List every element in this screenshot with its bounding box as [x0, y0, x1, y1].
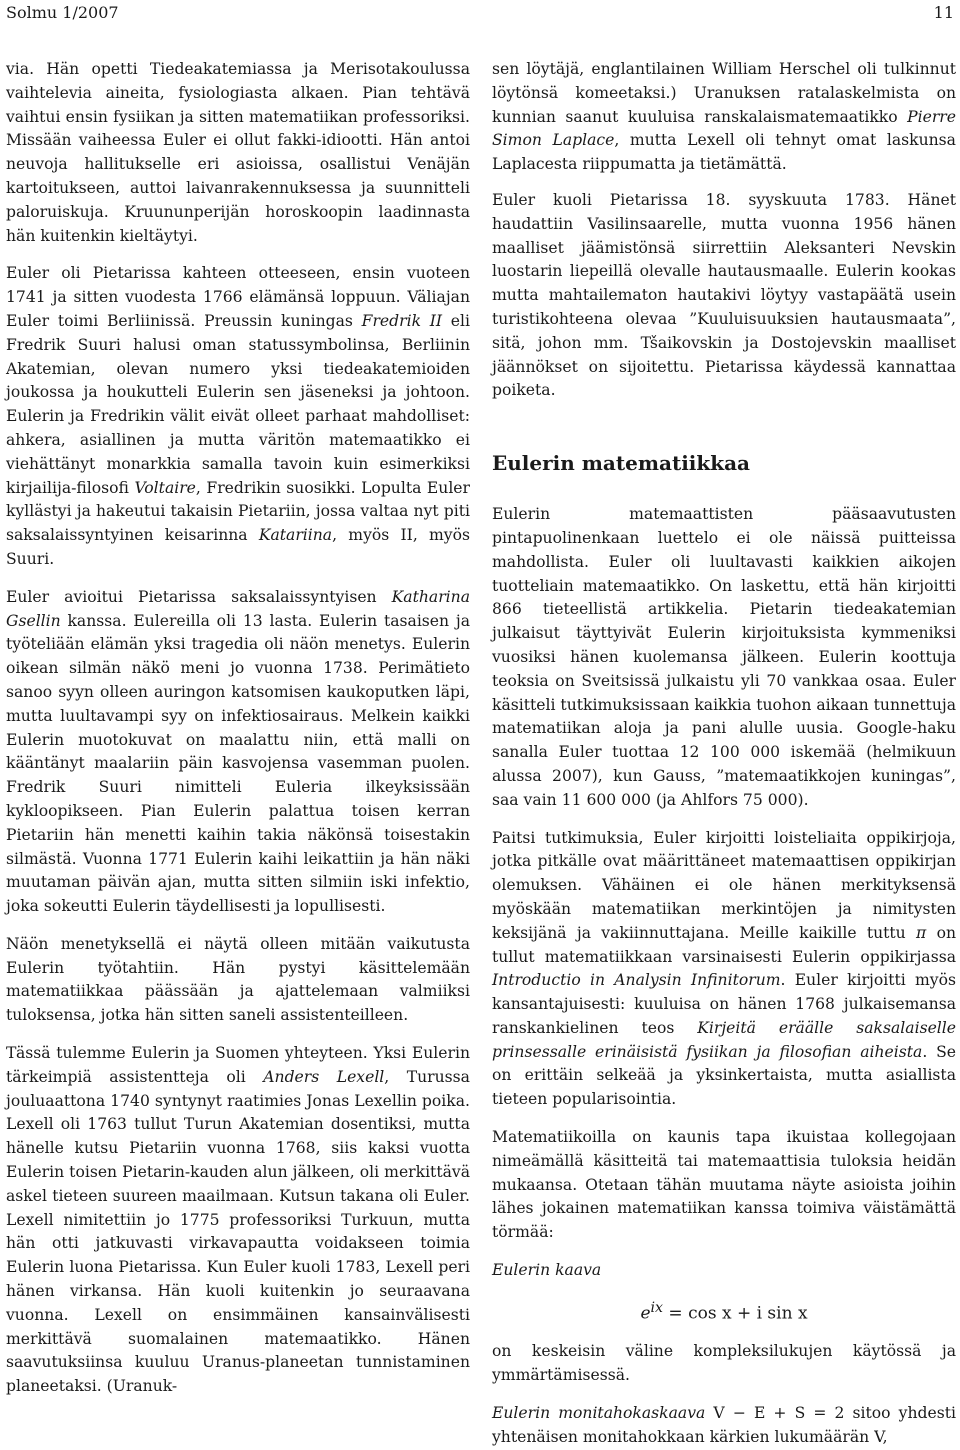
- text-run: , myös II, myös Suuri.: [6, 526, 470, 568]
- emphasis-laplace: Pierre Simon Laplace: [492, 107, 956, 150]
- text-run: Tässä tulemme Eulerin ja Suomen yhteyteen. Yksi Eulerin tärkeimpiä assistentteja oli: [6, 1044, 470, 1086]
- text-run: on tullut matematiikkaan varsinaisesti Eulerin oppikirjassa: [492, 923, 957, 966]
- text-run: Euler avioitui Pietarissa saksalaissyntyisen: [6, 587, 392, 606]
- text-run: , mutta Lexell oli tehnyt omat laskunsa Laplacesta riippumatta ja tietämättä.: [492, 131, 956, 174]
- paragraph: [492, 827, 956, 1113]
- formula-exponent: ix: [650, 1299, 664, 1316]
- left-column: [6, 58, 470, 1399]
- text-run: . Se on erittäin selkeää ja yksinkertaista, mutta asiallista tieteen popularisointia.: [492, 1042, 956, 1109]
- paragraph: [6, 586, 470, 919]
- text-run: Paitsi tutkimuksia, Euler kirjoitti loisteliaita oppikirjoja, jotka pitkälle ovat määrittäneet matemaattisen oppikirjan olemuksen. Vähäinen ei ole hänen merkityksensä myöskään matematiikan merkintöjen ja nimitysten keksijänä ja vakiinnuttajana. Meille kaikille tuttu: [492, 828, 956, 942]
- text-run: eli Fredrik Suuri halusi oman statussymbolinsa, Berliinin Akatemian, olevan numero yksi tiedeakatemioiden joukossa ja houkutteli Eulerin sen jäseneksi ja johtoon. Eulerin ja Fredrikin välit eivät olleet parhaat mahdolliset: ahkera, asiallinen ja mutta väritön matemaatikko ei viehättänyt monarkkia samalla tavoin kuin esimerkiksi kirjailija-filosofi: [6, 311, 470, 497]
- paragraph: [6, 262, 470, 571]
- paragraph: Näön menetyksellä ei näytä olleen mitään vaikutusta Eulerin työtahtiin. Hän pystyi käsittelemään matematiikkaa päässään ja ajattelemaan valmiiksi tuloksensa, jotka hän sitten saneli assistenteilleen.: [6, 934, 470, 1025]
- pi-symbol: π: [916, 923, 927, 942]
- paragraph: on keskeisin väline kompleksilukujen käytössä ja ymmärtämisessä.: [492, 1342, 956, 1385]
- emphasis-introductio: Introductio in Analysin Infinitorum: [492, 971, 781, 990]
- polyhedron-formula-label: Eulerin monitahokaskaava: [492, 1403, 706, 1422]
- paragraph: Euler kuoli Pietarissa 18. syyskuuta 1783. Hänet haudattiin Vasilinsaarelle, mutta vuonna 1956 hänen maalliset jäämistönsä siirrettiin Aleksanteri Nevskin luostarin liepeillä olevalle hautausmaalle. Eulerin kookas mutta mahtailematon hautakivi löytyy vastapäätä usein turistikohteena olevaa ”Kuuluisuuksien hautausmaata”, sitä, johon mm. Tšaikovskin ja Dostojevskin maalliset jäännökset on sijoitettu. Pietarissa käydessä kannattaa poiketa.: [492, 190, 956, 400]
- emphasis-fredrik: Fredrik II: [361, 311, 443, 330]
- eulers-formula: [492, 1297, 956, 1326]
- running-header: [0, 0, 960, 30]
- paragraph: Matematiikoilla on kaunis tapa ikuistaa kollegojaan nimeämällä käsitteitä tai matemaattisia tuloksia heidän mukaansa. Otetaan tähän muutama näyte asioista joihin lähes jokainen matematiikan kanssa toimiva väistämättä törmää:: [492, 1128, 956, 1242]
- text-run: , Turussa jouluaattona 1740 syntynyt raatimies Jonas Lexellin poika. Lexell oli 1763 tullut Turun Akatemian dosentiksi, mutta hänelle kutsu Pietariin vuonna 1768, siis kaksi vuotta Eulerin toisen Pietarin-kauden alun jälkeen, oli merkittävä askel tieteen suureen maailmaan. Kutsun takana oli Euler. Lexell nimitettiin jo 1775 professoriksi Turkuun, mutta hän otti jatkuvasti virkavapautta voidakseen toimia Eulerin luona Pietarissa. Kun Euler kuoli 1783, Lexell peri hänen virkansa. Hän kuoli kuitenkin jo seuraavana vuonna. Lexell on ensimmäinen kansainvälisesti merkittävä suomalainen matemaatikko. Hänen saavutuksiinsa kuuluu Uranus-planeetan tunnistaminen planeetaksi. (Uranuk-: [6, 1067, 470, 1396]
- emphasis-voltaire: Voltaire: [134, 478, 196, 497]
- text-run: . Euler kirjoitti myös kansantajuisesti: kuuluisa on hänen 1768 julkaisemansa ranskankielinen teos: [492, 971, 956, 1037]
- emphasis-katariina: Katariina: [258, 526, 333, 545]
- page-number: 11: [933, 3, 954, 22]
- eulers-formula-label: Eulerin kaava: [492, 1261, 602, 1280]
- right-column: [492, 58, 956, 1450]
- paragraph: [492, 58, 956, 177]
- emphasis-kirjeita: Kirjeitä eräälle saksalaiselle prinsessalle erinäisistä fysiikan ja filosofian aiheista: [492, 1018, 956, 1061]
- text-run: , Fredrikin suosikki. Lopulta Euler kyllästyi ja hakeutui takaisin Pietariin, jossa valtaa nyt piti saksalaissyntyinen keisarinna: [6, 478, 470, 545]
- text-run: kanssa. Eulereilla oli 13 lasta. Eulerin tasaisen ja työteliään elämän yksi tragedia oli näön menetys. Eulerin oikean silmän näkö meni jo vuonna 1738. Perimätieto sanoo syyn olleen auringon katsomisen kaukoputken läpi, mutta luultavampi syy on infektiosairaus. Melkein kaikki Eulerin muotokuvat on maalattu niin, että malli on kääntänyt maalariin päin kasvojensa vasemman puolen. Fredrik Suuri nimitteli Euleria ilkeyksissään kykloopikseen. Pian Eulerin palattua toisen kerran Pietariin hän menetti kaihin takia näkönsä toisestakin silmästä. Vuonna 1771 Eulerin kaihi leikattiin ja hän näki muutaman päivän ajan, mutta sitten silmiin iski infektio, joka sokeutti Eulerin täydellisesti ja lopullisesti.: [6, 611, 470, 916]
- paragraph: Eulerin matemaattisten pääsaavutusten pintapuolinenkaan luettelo ei ole näissä puitteissa mahdollista. Euler oli luultavasti kaikkien aikojen tuotteliain matemaatikko. On laskettu, että hän kirjoitti 866 tieteellistä artikkelia. Pietarin tiedeakatemian julkaisut täyttyivät Eulerin kirjoituksista kymmeniksi vuosiksi hänen kuolemansa jälkeen. Eulerin koottuja teoksia on Sveitsissä julkaistu yli 70 vankkaa osaa. Euler käsitteli tutkimuksissaan kaikkia tuohon aikaan tunnettuja matematiikan aloja ja pani alulle uusia. Google-haku sanalla Euler tuottaa 12 100 000 iskemää (helmikuun alussa 2007), kun Gauss, ”matemaatikkojen kuningas”, saa vain 11 600 000 (ja Ahlfors 75 000).: [492, 505, 956, 809]
- emphasis-katharina: Katharina Gsellin: [6, 587, 470, 630]
- paragraph: via. Hän opetti Tiedeakatemiassa ja Merisotakoulussa vaihtelevia aineita, fysiologiasta alkaen. Pian tehtävä vaihtui ensin fysiikan ja sitten matematiikan professoriksi. Missään vaiheessa Euler ei ollut fakki-idiootti. Hän antoi neuvoja hallitukselle eri asioissa, osallistui Venäjän kartoitukseen, auttoi laivanrakennuksessa ja suunnitteli paloruiskuja. Kruununperijän horoskoopin laadinnasta hän kuitenkin kieltäytyi.: [6, 60, 470, 245]
- text-run: sen löytäjä, englantilainen William Herschel oli tulkinnut löytönsä komeetaksi.) Uranuksen ratalaskelmista on kunnian saanut kuuluisa ranskalaismatemaatikko: [492, 60, 956, 126]
- text-run: Euler oli Pietarissa kahteen otteeseen, ensin vuoteen 1741 ja sitten vuodesta 1766 elämänsä loppuun. Väliajan Euler toimi Berliinissä. Preussin kuningas: [6, 264, 470, 330]
- formula-rhs: = cos x + i sin x: [663, 1303, 808, 1324]
- text-run: V − E + S = 2 sitoo yhdesti yhtenäisen monitahokkaan kärkien lukumäärän V,: [492, 1403, 956, 1446]
- section-heading: Eulerin matematiikkaa: [492, 451, 751, 476]
- journal-issue: Solmu 1/2007: [6, 3, 119, 22]
- paragraph: [6, 1042, 470, 1399]
- formula-e: e: [640, 1303, 651, 1324]
- emphasis-lexell: Anders Lexell: [263, 1067, 385, 1086]
- paragraph: [492, 1402, 956, 1450]
